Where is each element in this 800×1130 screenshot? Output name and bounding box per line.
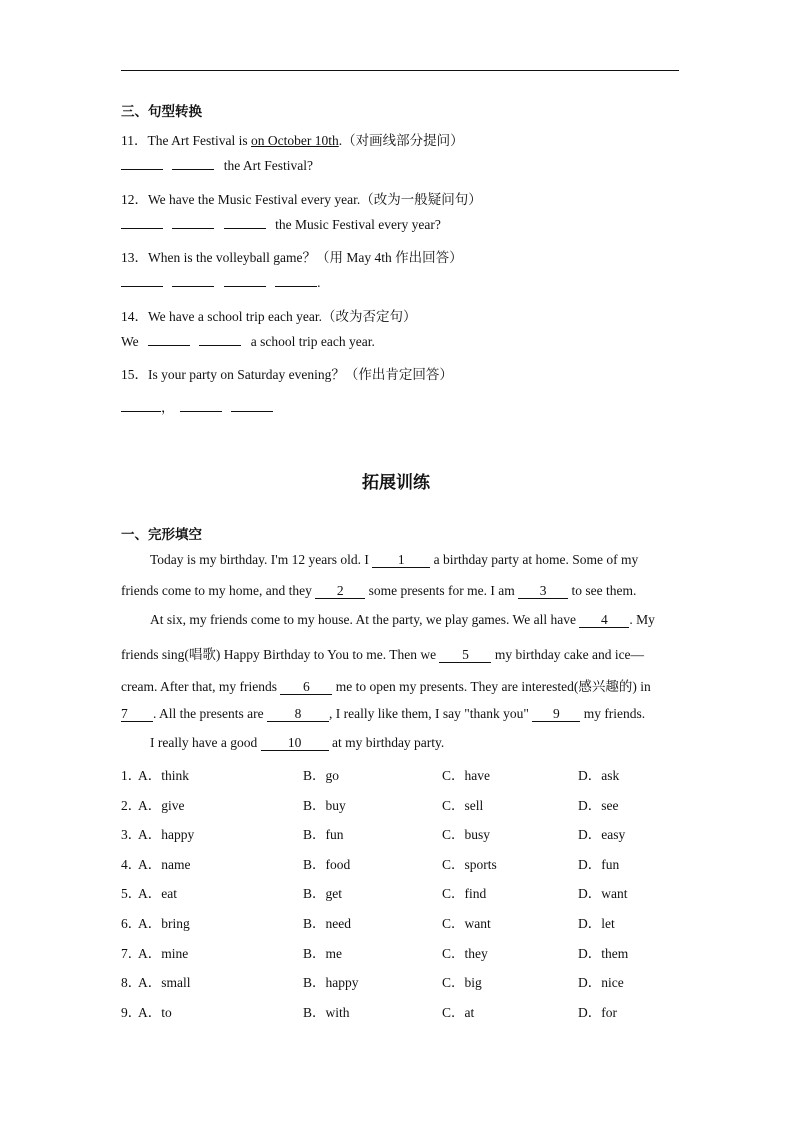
cloze-blank-5[interactable]: 5 [439, 648, 491, 663]
option-number: 5． [121, 886, 142, 901]
answer-blank[interactable] [224, 227, 266, 229]
option-d[interactable]: D．see [578, 798, 619, 813]
cloze-text: friends come to my home, and they [121, 583, 312, 598]
cloze-text: . All the presents are [153, 706, 264, 721]
option-d[interactable]: D．them [578, 946, 629, 961]
cloze-line [121, 583, 636, 599]
cloze-text: At six, my friends come to my house. At the party, we play games. We all have [150, 612, 576, 627]
option-number: 9． [121, 1005, 142, 1020]
answer-blank[interactable] [199, 344, 241, 346]
cloze-blank-4[interactable]: 4 [579, 613, 629, 628]
cloze-text: . My [629, 612, 655, 627]
answer-blank[interactable] [148, 344, 190, 346]
page-title: 拓展训练 [362, 473, 430, 492]
answer-line-14 [121, 334, 375, 350]
option-number: 6． [121, 916, 142, 931]
header-rule [121, 70, 679, 71]
option-a[interactable]: A．happy [138, 827, 195, 842]
cloze-line [121, 675, 651, 695]
q11-underlined: on October 10th [251, 133, 339, 148]
cloze-text: at my birthday party. [331, 735, 445, 750]
answer-line-15 [121, 396, 273, 416]
section-heading: 三、句型转换 [121, 104, 202, 119]
option-number: 7． [121, 946, 142, 961]
cloze-text: to see them. [571, 583, 637, 598]
q14-answer-head: We [121, 334, 139, 349]
cloze-text: , I really like them, I say "thank you" [328, 706, 529, 721]
q11-suffix: .（对画线部分提问） [338, 133, 464, 148]
option-c[interactable]: C．at [442, 1005, 475, 1020]
option-d[interactable]: D．want [578, 886, 628, 901]
answer-blank[interactable] [121, 227, 163, 229]
option-b[interactable]: B．with [303, 1005, 350, 1020]
q15-comma: ， [161, 400, 175, 415]
option-c[interactable]: C．sports [442, 857, 497, 872]
answer-line-11 [121, 158, 313, 174]
q14-answer-tail: a school trip each year. [250, 334, 375, 349]
option-b[interactable]: B．get [303, 886, 342, 901]
question-12: 12．We have the Music Festival every year.（改为一般疑问句） [121, 192, 482, 207]
cloze-blank-6[interactable]: 6 [280, 680, 332, 695]
option-c[interactable]: C．want [442, 916, 491, 931]
option-c[interactable]: C．they [442, 946, 488, 961]
cloze-line [121, 643, 644, 663]
q11-prefix: 11．The Art Festival is [121, 133, 248, 148]
answer-blank[interactable] [180, 410, 222, 412]
question-13: 13．When is the volleyball game？（用 May 4th 作出回答） [121, 250, 463, 265]
answer-blank[interactable] [172, 285, 214, 287]
answer-blank[interactable] [224, 285, 266, 287]
answer-blank[interactable] [121, 410, 161, 412]
question-14: 14．We have a school trip each year.（改为否定句） [121, 309, 417, 324]
q11-answer-tail: the Art Festival? [223, 158, 313, 173]
option-c[interactable]: C．busy [442, 827, 491, 842]
option-a[interactable]: A．mine [138, 946, 189, 961]
option-b[interactable]: B．need [303, 916, 351, 931]
q13-answer-tail: . [317, 275, 321, 290]
cloze-text: cream. After that, my friends [121, 679, 277, 694]
option-number: 3． [121, 827, 142, 842]
option-c[interactable]: C．sell [442, 798, 484, 813]
question-11 [121, 129, 464, 149]
option-b[interactable]: B．me [303, 946, 342, 961]
option-a[interactable]: A．give [138, 798, 185, 813]
answer-blank[interactable] [275, 285, 317, 287]
option-number: 1． [121, 768, 142, 783]
option-c[interactable]: C．have [442, 768, 490, 783]
option-c[interactable]: C．find [442, 886, 487, 901]
cloze-line [150, 612, 655, 628]
option-d[interactable]: D．nice [578, 975, 624, 990]
question-15: 15．Is your party on Saturday evening？（作出肯定回答） [121, 367, 453, 382]
option-number: 2． [121, 798, 142, 813]
answer-blank[interactable] [231, 410, 273, 412]
option-d[interactable]: D．fun [578, 857, 620, 872]
answer-blank[interactable] [172, 168, 214, 170]
cloze-blank-2[interactable]: 2 [315, 584, 365, 599]
cloze-heading: 一、完形填空 [121, 527, 202, 542]
cloze-line [150, 735, 444, 751]
cloze-text: I really have a good [150, 735, 258, 750]
option-a[interactable]: A．small [138, 975, 191, 990]
cloze-blank-8[interactable]: 8 [267, 707, 329, 722]
option-d[interactable]: D．let [578, 916, 615, 931]
option-a[interactable]: A．name [138, 857, 191, 872]
option-b[interactable]: B．happy [303, 975, 359, 990]
cloze-text: a birthday party at home. Some of my [433, 552, 639, 567]
cloze-text: my birthday cake and ice— [494, 647, 645, 662]
cloze-text: my friends. [583, 706, 646, 721]
option-d[interactable]: D．ask [578, 768, 620, 783]
answer-blank[interactable] [172, 227, 214, 229]
option-b[interactable]: B．go [303, 768, 340, 783]
cloze-blank-7[interactable]: 7 [121, 707, 153, 722]
option-a[interactable]: A．think [138, 768, 190, 783]
cloze-line [121, 706, 645, 722]
option-a[interactable]: A．bring [138, 916, 190, 931]
option-d[interactable]: D．for [578, 1005, 617, 1020]
option-a[interactable]: A．eat [138, 886, 177, 901]
cloze-line [150, 552, 638, 568]
answer-blank[interactable] [121, 285, 163, 287]
cloze-blank-10[interactable]: 10 [261, 736, 329, 751]
cloze-text: some presents for me. I am [368, 583, 515, 598]
option-a[interactable]: A．to [138, 1005, 172, 1020]
cloze-blank-9[interactable]: 9 [532, 707, 580, 722]
cloze-blank-1[interactable]: 1 [372, 553, 430, 568]
cloze-text: me to open my presents. They are interested(感兴趣的) in [335, 679, 651, 694]
cloze-blank-3[interactable]: 3 [518, 584, 568, 599]
option-c[interactable]: C．big [442, 975, 482, 990]
answer-blank[interactable] [121, 168, 163, 170]
option-b[interactable]: B．fun [303, 827, 344, 842]
cloze-text: friends sing(唱歌) Happy Birthday to You to me. Then we [121, 647, 437, 662]
option-number: 4． [121, 857, 142, 872]
q12-answer-tail: the Music Festival every year? [275, 217, 441, 232]
option-b[interactable]: B．buy [303, 798, 346, 813]
cloze-text: Today is my birthday. I'm 12 years old. I [150, 552, 369, 567]
option-b[interactable]: B．food [303, 857, 351, 872]
answer-line-13 [121, 275, 321, 291]
option-d[interactable]: D．easy [578, 827, 626, 842]
option-number: 8． [121, 975, 142, 990]
answer-line-12 [121, 217, 441, 233]
